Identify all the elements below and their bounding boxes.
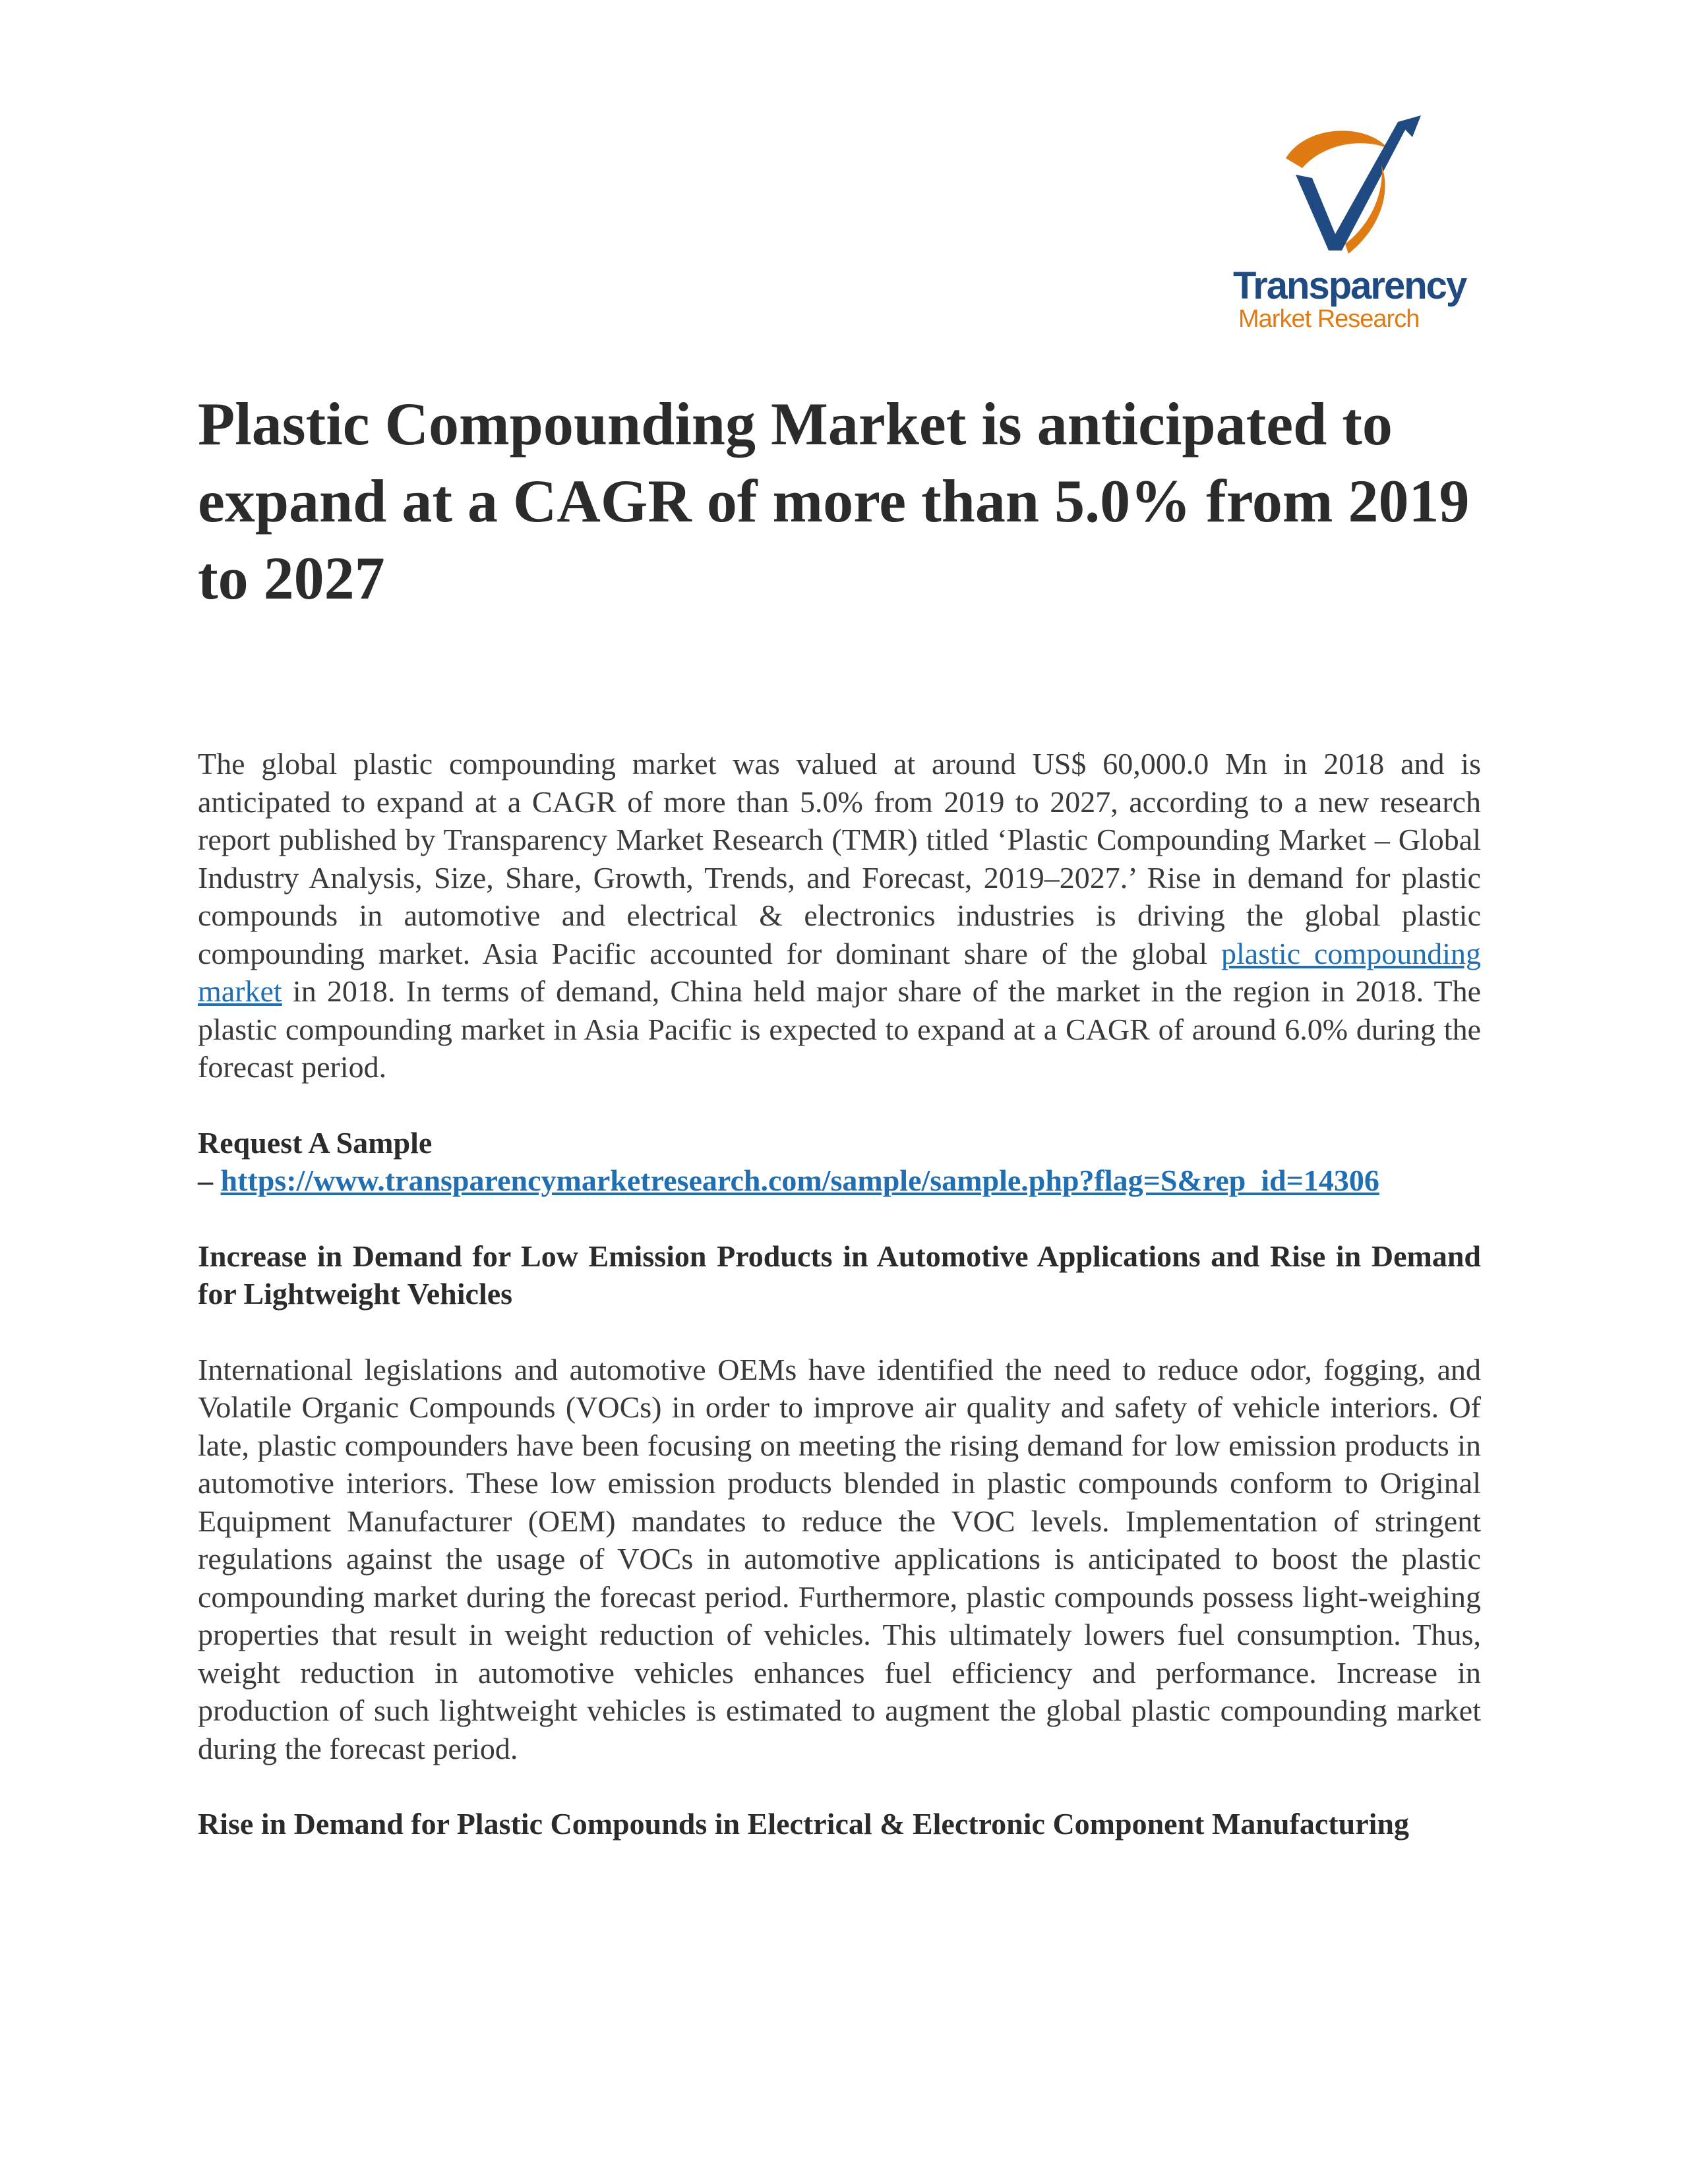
logo-text-market-research: Market Research bbox=[1238, 305, 1420, 333]
intro-paragraph bbox=[198, 745, 1481, 1086]
checkmark-logo-icon bbox=[1266, 112, 1424, 264]
request-sample-label: Request A Sample bbox=[198, 1125, 433, 1160]
article-body bbox=[198, 745, 1481, 1843]
request-sample-link[interactable]: https://www.transparencymarketresearch.com/sample/sample.php?flag=S&rep_id=14306 bbox=[220, 1164, 1379, 1197]
plastic-compounding-market-link[interactable]: plastic compounding market bbox=[198, 936, 1481, 1008]
logo-text-transparency: Transparency bbox=[1233, 264, 1466, 307]
section-body-low-emission: International legislations and automotive OEMs have identified the need to reduce odor, fogging, and Volatile Organic Compounds (VOCs) in order to improve air quality and safety of vehicle interiors. Of late, plastic compounders have been focusing on meeting the rising demand for low emission products in automotive interiors. These low emission products blended in plastic compounds conform to Original Equipment Manufacturer (OEM) mandates to reduce the VOC levels. Implementation of stringent regulations against the usage of VOCs in automotive applications is anticipated to boost the plastic compounding market during the forecast period. Furthermore, plastic compounds possess light-weighing properties that result in weight reduction of vehicles. This ultimately lowers fuel consumption. Thus, weight reduction in automotive vehicles enhances fuel efficiency and performance. Increase in production of such lightweight vehicles is estimated to augment the global plastic compounding market during the forecast period. bbox=[198, 1352, 1481, 1765]
intro-text-end: in 2018. In terms of demand, China held major share of the market in the region in 2018. The plastic compounding market in Asia Pacific is expected to expand at a CAGR of around 6.0% during the forecast period. bbox=[198, 974, 1481, 1084]
section-heading-low-emission: Increase in Demand for Low Emission Products in Automotive Applications and Rise in Demand for Lightweight Vehicles bbox=[198, 1239, 1481, 1311]
request-dash: – bbox=[198, 1164, 221, 1197]
request-sample-line bbox=[198, 1162, 1481, 1200]
company-logo bbox=[1220, 112, 1470, 343]
intro-text-start: The global plastic compounding market was valued at around US$ 60,000.0 Mn in 2018 and is anticipated to expand at a CAGR of more than 5.0% from 2019 to 2027, according to a new research report published by Transparency Market Research (TMR) titled ‘Plastic Compounding Market – Global Industry Analysis, Size, Share, Growth, Trends, and Forecast, 2019–2027.’ Rise in demand for plastic compounds in automotive and electrical & electronics industries is driving the global plastic compounding market. Asia Pacific accounted for dominant share of the global bbox=[198, 747, 1481, 970]
page-title: Plastic Compounding Market is anticipated to expand at a CAGR of more than 5.0% from 2019 to 2027 bbox=[198, 390, 1470, 612]
section-heading-electrical: Rise in Demand for Plastic Compounds in Electrical & Electronic Component Manufacturing bbox=[198, 1807, 1409, 1841]
